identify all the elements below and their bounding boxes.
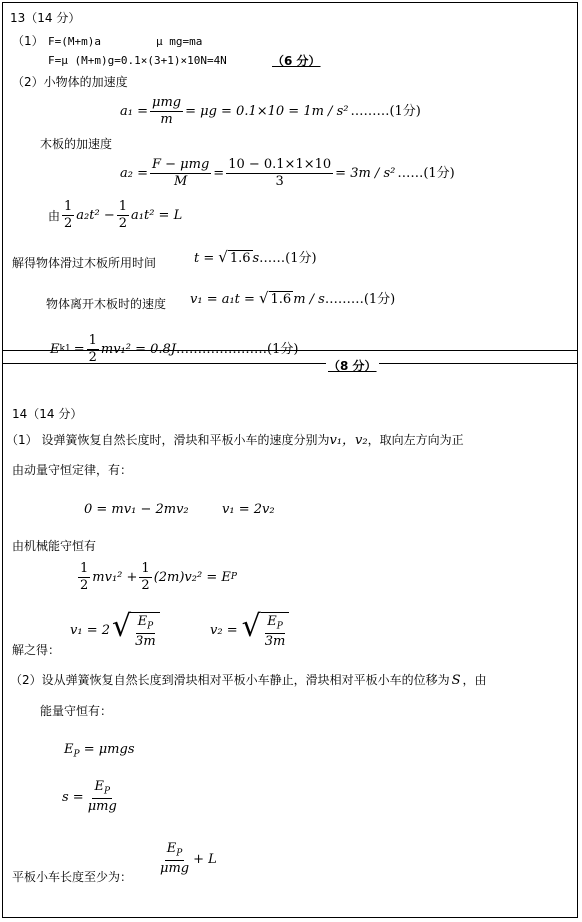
s-lhs: s = (62, 789, 84, 805)
ep-subscript: P (73, 749, 80, 760)
section-13-header: 13（14 分） (10, 11, 81, 25)
ek-symbol: E (50, 342, 60, 358)
final-tail: + L (193, 851, 217, 867)
v2-solution (210, 609, 289, 650)
speed-radicand: 1.6 (270, 292, 292, 307)
energy-equation (76, 562, 237, 594)
displacement-term-2: a₁t² = L (131, 208, 183, 224)
a2-fraction-2 (226, 158, 333, 190)
energy-den-1: 2 (80, 578, 89, 594)
s14-part-2-text: （2）设从弹簧恢复自然长度到滑块相对平板小车静止，滑块相对平板小车的位移为 (10, 673, 450, 687)
half-den-1: 2 (64, 216, 73, 232)
energy-label: 由机械能守恒有 (12, 539, 97, 553)
from-prefix: 由 (48, 208, 61, 223)
s14-part-2-tail: ，由 (462, 673, 487, 687)
a1-numerator: μmg (150, 96, 183, 112)
equation-a2: a₂ = $\frac{\text{F − μmg}}{M}$ = $\frac{10 - 0.1\times 1\times 10}{3}$ = 3m / s² ……(1分) (120, 157, 455, 190)
ek-score: …………………(1分) (176, 342, 299, 358)
s-fraction (86, 780, 119, 815)
a2-lhs: a₂ = (120, 166, 148, 182)
equation-speed (190, 291, 395, 307)
part-2-label: （2）小物体的加速度 (12, 75, 128, 89)
v1-num-sub: P (147, 621, 154, 632)
board-accel-label: 木板的加速度 (40, 137, 113, 151)
solve-label: 解之得： (12, 643, 61, 657)
ep-equation (64, 743, 135, 760)
displacement-term-1: a₂t² − (76, 208, 115, 224)
a2-numerator-2: 10 − 0.1×1×10 (226, 158, 333, 174)
a1-fraction (150, 96, 183, 128)
s14-part-2-var: S (451, 673, 461, 688)
velocity-relation: v₁ = 2v₂ (222, 502, 275, 517)
ep-symbol: E (64, 742, 74, 757)
s14-part-1-tail: ，取向左方向为正 (367, 433, 464, 447)
momentum-equation: 0 = mv₁ − 2mv₂ (84, 502, 189, 517)
v2-fraction (263, 615, 288, 650)
s14-part-1-text: （1） 设弹簧恢复自然长度时，滑块和平板小车的速度分别为 (6, 433, 330, 447)
a1-denominator: m (160, 112, 173, 128)
final-fraction (158, 842, 191, 877)
score-part-2: （8 分） (328, 359, 377, 373)
final-num-sub: P (176, 848, 183, 859)
equation-a1 (120, 96, 421, 128)
equation-newton-system: F=(M+m)a (48, 35, 101, 48)
v1-num: E (137, 614, 148, 629)
section-divider-top (2, 350, 578, 351)
ek-equals: = (73, 342, 85, 358)
final-num: E (166, 841, 177, 856)
energy-half-2 (139, 562, 151, 594)
ek-rest: mv₁² = 0.8J (100, 342, 177, 358)
a2-score: ……(1分) (397, 166, 455, 182)
v1-sqrt: √ $\frac{E_P}{3m}$ (112, 612, 160, 650)
time-radicand: 1.6 (229, 251, 251, 266)
equation-displacement (48, 200, 182, 232)
energy-num-2: 1 (139, 562, 151, 578)
a1-score: ………(1分) (350, 104, 421, 120)
v1-fraction (133, 615, 158, 650)
half-den-2: 2 (118, 216, 128, 232)
energy-subscript: P (230, 572, 237, 583)
a2-denominator-2: 3 (275, 174, 284, 190)
s-den: μmg (87, 799, 117, 815)
time-label: 解得物体滑过木板所用时间 (12, 256, 157, 270)
v2-num: E (267, 614, 277, 629)
final-equation (156, 842, 217, 877)
final-label: 平板小车长度至少为： (12, 870, 133, 884)
a2-denominator-1: M (173, 174, 188, 190)
half-fraction-1 (62, 200, 74, 232)
time-sqrt: √ 1.6 (218, 248, 251, 266)
ep-rest: = μmgs (83, 742, 135, 757)
v1-den: 3m (135, 634, 156, 650)
score-part-1: （6 分） (272, 54, 321, 68)
part-1-label: （1） (12, 34, 44, 48)
a2-fraction-1 (150, 158, 211, 190)
energy-conservation-label: 能量守恒有： (40, 704, 113, 718)
time-score: ……(1分) (259, 250, 317, 266)
momentum-label: 由动量守恒定律，有： (12, 463, 133, 477)
v2-den: 3m (264, 634, 286, 650)
a1-lhs: a₁ = (120, 104, 148, 120)
energy-num-1: 1 (78, 562, 90, 578)
equation-newton-block: μ mg=ma (156, 35, 203, 48)
speed-label: 物体离开木板时的速度 (46, 297, 167, 311)
half-num-2: 1 (117, 200, 129, 216)
speed-score: ………(1分) (324, 291, 396, 307)
a1-rest: = μg = 0.1×10 = 1m / s² (185, 104, 349, 120)
half-fraction-2 (117, 200, 129, 232)
speed-sqrt: √ 1.6 (258, 289, 292, 307)
s-equation (62, 780, 121, 815)
v2-num-sub: P (276, 621, 283, 632)
v2-sqrt: √ $\frac{E_P}{3m}$ (242, 612, 290, 650)
energy-term-2: (2m)v₂² = E (153, 570, 231, 586)
ek-den: 2 (88, 350, 97, 366)
half-num-1: 1 (62, 200, 74, 216)
final-den: μmg (160, 861, 190, 877)
a2-rest: = 3m / s² (335, 166, 396, 182)
s14-part-1-line (6, 434, 464, 447)
time-unit: s (252, 250, 260, 266)
speed-lhs: v₁ = a₁t = (190, 291, 255, 307)
v2-lhs: v₂ = (210, 623, 238, 639)
speed-unit: m / s (293, 291, 325, 307)
s-num-sub: P (103, 786, 111, 797)
v1-solution (70, 609, 160, 650)
s14-part-2-line (10, 674, 487, 687)
ek-subscript: k1 (59, 344, 71, 355)
s14-part-1-vars: v₁，v₂ (329, 433, 368, 448)
s-num: E (94, 779, 104, 794)
equation-time (194, 250, 317, 266)
equation-force: F=μ (M+m)g=0.1×(3+1)×10N=4N (48, 54, 227, 67)
energy-den-2: 2 (141, 578, 150, 594)
v1-lhs: v₁ = 2 (70, 623, 110, 639)
section-14-header: 14（14 分） (12, 407, 83, 421)
energy-half-1 (78, 562, 90, 594)
energy-term-1: mv₁² + (92, 570, 138, 586)
ek-num: 1 (87, 334, 99, 350)
a2-numerator-1: F − μmg (150, 158, 211, 174)
time-lhs: t = (194, 250, 215, 266)
section-divider-bottom (2, 363, 578, 364)
